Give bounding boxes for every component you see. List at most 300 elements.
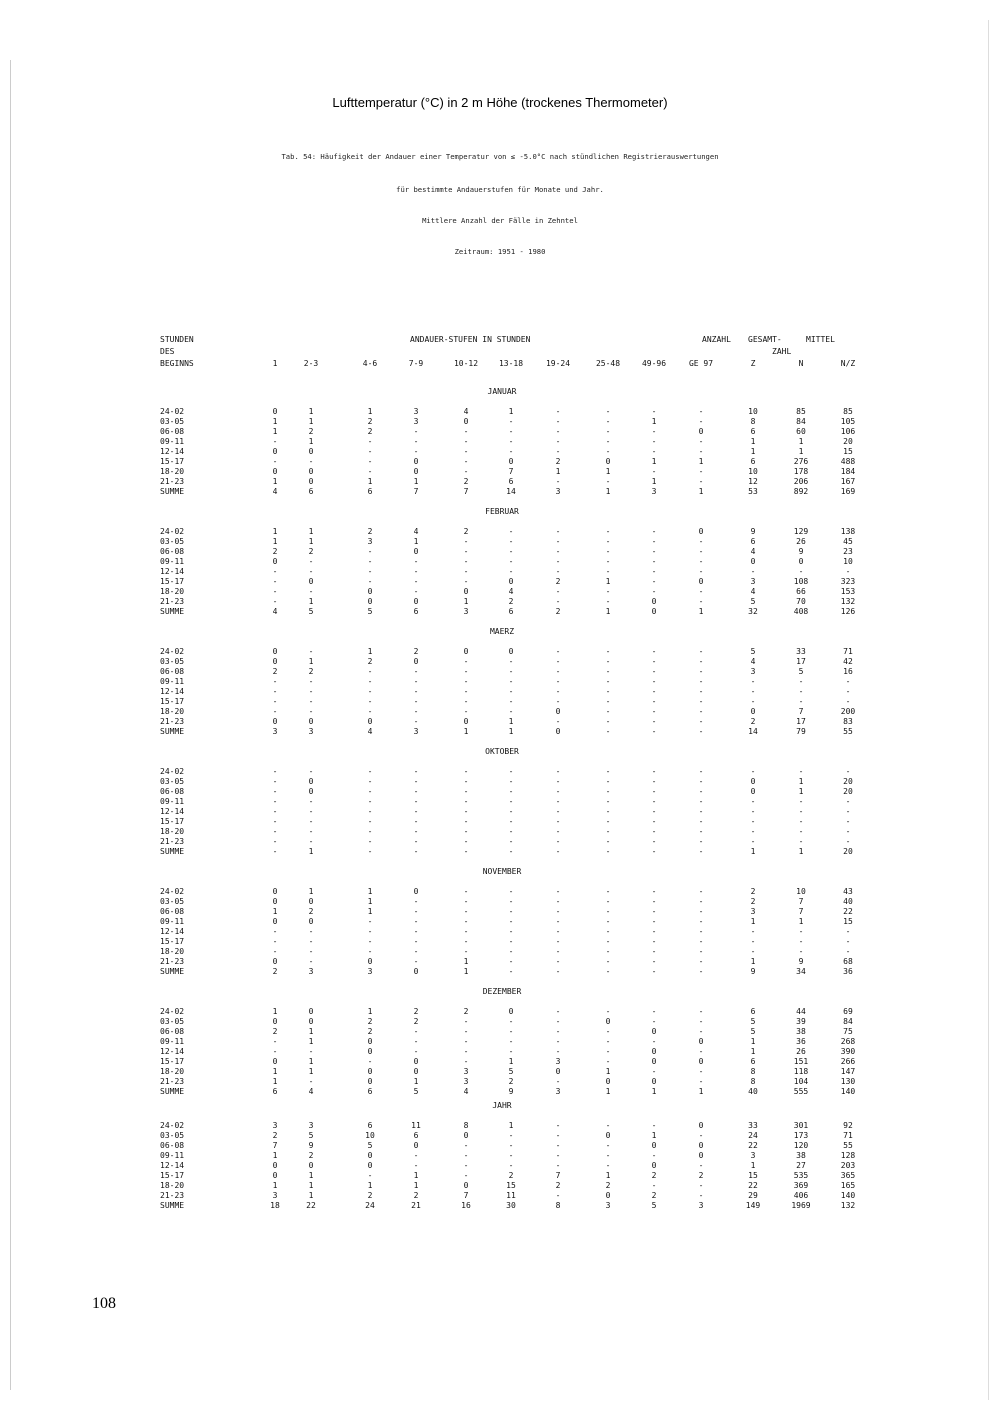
table-cell: - — [845, 697, 851, 706]
table-cell: - — [798, 827, 804, 836]
table-cell: 1 — [308, 407, 314, 416]
table-cell: 2 — [463, 477, 469, 486]
table-cell: 2 — [272, 967, 278, 976]
table-cell: - — [508, 957, 514, 966]
table-cell: 0 — [555, 727, 561, 736]
scan-edge-right — [988, 20, 989, 1400]
table-cell: 53 — [748, 487, 758, 496]
table-cell: - — [605, 967, 611, 976]
table-cell: 18 — [270, 1201, 280, 1210]
table-cell: 0 — [308, 777, 314, 786]
table-cell: - — [651, 1121, 657, 1130]
row-label: SUMME — [160, 1201, 185, 1210]
table-cell: - — [555, 477, 561, 486]
table-cell: 1 — [272, 427, 278, 436]
table-cell: - — [508, 927, 514, 936]
table-cell: - — [698, 437, 704, 446]
table-cell: - — [508, 1017, 514, 1026]
table-cell: - — [308, 837, 314, 846]
table-cell: - — [555, 1191, 561, 1200]
table-cell: - — [605, 837, 611, 846]
table-cell: - — [272, 927, 278, 936]
section-heading: NOVEMBER — [482, 867, 522, 876]
row-label: 12-14 — [160, 687, 185, 696]
table-cell: 0 — [272, 467, 278, 476]
page-number: 108 — [92, 1295, 116, 1312]
table-cell: 0 — [272, 447, 278, 456]
table-cell: - — [308, 767, 314, 776]
table-cell: 1 — [651, 417, 657, 426]
table-cell: 2 — [508, 1077, 514, 1086]
table-cell: 34 — [796, 967, 806, 976]
table-cell: - — [651, 1151, 657, 1160]
row-label: SUMME — [160, 487, 185, 496]
table-cell: - — [367, 677, 373, 686]
table-cell: - — [555, 847, 561, 856]
row-label: SUMME — [160, 967, 185, 976]
table-cell: - — [750, 937, 756, 946]
table-cell: 0 — [605, 1017, 611, 1026]
table-cell: - — [605, 1057, 611, 1066]
table-cell: 0 — [605, 1077, 611, 1086]
table-cell: - — [413, 827, 419, 836]
row-label: 24-02 — [160, 1121, 185, 1130]
table-cell: - — [698, 477, 704, 486]
table-cell: 3 — [750, 667, 756, 676]
table-cell: - — [508, 967, 514, 976]
table-cell: 7 — [463, 1191, 469, 1200]
row-label: 15-17 — [160, 937, 185, 946]
table-cell: 178 — [793, 467, 809, 476]
table-cell: 26 — [796, 537, 806, 546]
table-cell: - — [845, 837, 851, 846]
table-cell: - — [308, 1047, 314, 1056]
table-cell: 71 — [843, 647, 853, 656]
table-cell: 0 — [413, 967, 419, 976]
table-cell: - — [698, 697, 704, 706]
table-cell: - — [413, 1151, 419, 1160]
table-cell: - — [413, 677, 419, 686]
table-cell: - — [508, 807, 514, 816]
section-heading: JAHR — [492, 1101, 512, 1110]
table-cell: - — [555, 967, 561, 976]
table-cell: 0 — [272, 657, 278, 666]
table-cell: - — [413, 807, 419, 816]
table-cell: 1 — [605, 1087, 611, 1096]
table-cell: - — [413, 447, 419, 456]
table-cell: 9 — [798, 547, 804, 556]
table-cell: 2 — [308, 1151, 314, 1160]
table-cell: - — [698, 817, 704, 826]
table-cell: - — [508, 527, 514, 536]
table-cell: - — [845, 927, 851, 936]
table-cell: 6 — [308, 487, 314, 496]
table-cell: - — [463, 1141, 469, 1150]
table-cell: - — [698, 787, 704, 796]
table-cell: - — [555, 917, 561, 926]
table-cell: 0 — [698, 1151, 704, 1160]
table-cell: - — [463, 457, 469, 466]
table-cell: 6 — [367, 1087, 373, 1096]
table-cell: 7 — [413, 487, 419, 496]
table-cell: - — [605, 1141, 611, 1150]
table-cell: 20 — [843, 437, 853, 446]
table-cell: 0 — [463, 1131, 469, 1140]
table-cell: - — [605, 677, 611, 686]
table-cell: - — [463, 907, 469, 916]
table-cell: 1 — [750, 1161, 756, 1170]
table-cell: 11 — [411, 1121, 421, 1130]
table-cell: - — [508, 1131, 514, 1140]
table-cell: 2 — [272, 1131, 278, 1140]
table-cell: 8 — [463, 1121, 469, 1130]
table-cell: - — [698, 717, 704, 726]
table-cell: - — [605, 437, 611, 446]
table-cell: 408 — [793, 607, 809, 616]
table-cell: - — [698, 967, 704, 976]
table-cell: 0 — [651, 1141, 657, 1150]
column-header: 25-48 — [595, 359, 621, 368]
row-label: 12-14 — [160, 567, 185, 576]
table-cell: 24 — [748, 1131, 758, 1140]
table-cell: 2 — [308, 907, 314, 916]
table-cell: 22 — [748, 1141, 758, 1150]
table-cell: 1 — [272, 1181, 278, 1190]
table-cell: - — [508, 887, 514, 896]
table-cell: 0 — [508, 577, 514, 586]
table-cell: - — [413, 947, 419, 956]
table-cell: - — [605, 767, 611, 776]
table-cell: - — [413, 667, 419, 676]
table-cell: 0 — [413, 457, 419, 466]
table-cell: 10 — [748, 467, 758, 476]
table-cell: - — [605, 697, 611, 706]
table-cell: 1 — [463, 967, 469, 976]
table-cell: - — [605, 407, 611, 416]
table-cell: 14 — [748, 727, 758, 736]
table-cell: 1 — [308, 1027, 314, 1036]
table-cell: - — [413, 847, 419, 856]
table-cell: - — [463, 847, 469, 856]
table-cell: - — [555, 697, 561, 706]
table-cell: 555 — [793, 1087, 809, 1096]
table-cell: 173 — [793, 1131, 809, 1140]
table-cell: 0 — [308, 717, 314, 726]
table-cell: 0 — [413, 657, 419, 666]
table-cell: - — [367, 557, 373, 566]
table-cell: 1 — [698, 607, 704, 616]
table-cell: 83 — [843, 717, 853, 726]
table-cell: 1 — [308, 1067, 314, 1076]
table-cell: 2 — [508, 597, 514, 606]
table-cell: - — [651, 447, 657, 456]
table-cell: 16 — [843, 667, 853, 676]
table-cell: - — [605, 927, 611, 936]
table-cell: 1 — [367, 907, 373, 916]
table-cell: - — [555, 587, 561, 596]
column-header: 49-96 — [641, 359, 667, 368]
table-cell: - — [845, 827, 851, 836]
table-cell: - — [272, 797, 278, 806]
table-cell: 17 — [796, 717, 806, 726]
table-cell: 128 — [840, 1151, 856, 1160]
header-beginns: BEGINNS — [160, 359, 194, 368]
table-cell: 390 — [840, 1047, 856, 1056]
table-cell: - — [698, 677, 704, 686]
table-cell: 4 — [750, 657, 756, 666]
table-cell: 7 — [798, 907, 804, 916]
table-cell: 4 — [367, 727, 373, 736]
table-cell: - — [308, 587, 314, 596]
table-cell: - — [605, 1007, 611, 1016]
table-cell: 7 — [508, 467, 514, 476]
table-cell: - — [508, 1161, 514, 1170]
table-cell: 7 — [555, 1171, 561, 1180]
row-label: 21-23 — [160, 477, 185, 486]
table-cell: - — [605, 597, 611, 606]
table-cell: - — [605, 427, 611, 436]
table-cell: 0 — [651, 1057, 657, 1066]
table-cell: 0 — [413, 547, 419, 556]
table-cell: 1 — [308, 657, 314, 666]
table-cell: 20 — [843, 787, 853, 796]
table-cell: 151 — [793, 1057, 809, 1066]
table-cell: 0 — [308, 1161, 314, 1170]
table-cell: - — [555, 837, 561, 846]
table-cell: 1 — [605, 1171, 611, 1180]
table-cell: - — [555, 937, 561, 946]
table-cell: 1 — [272, 1077, 278, 1086]
table-cell: - — [605, 667, 611, 676]
table-cell: 0 — [463, 647, 469, 656]
table-cell: 3 — [413, 417, 419, 426]
table-cell: - — [463, 797, 469, 806]
table-cell: 3 — [698, 1201, 704, 1210]
table-cell: 8 — [750, 417, 756, 426]
row-label: 18-20 — [160, 707, 185, 716]
table-cell: - — [750, 687, 756, 696]
table-cell: - — [367, 667, 373, 676]
table-cell: 9 — [750, 527, 756, 536]
row-label: 15-17 — [160, 817, 185, 826]
table-cell: 0 — [605, 1131, 611, 1140]
table-cell: - — [413, 427, 419, 436]
section-heading: FEBRUAR — [485, 507, 519, 516]
section-heading: JANUAR — [487, 387, 517, 396]
table-cell: 9 — [508, 1087, 514, 1096]
table-cell: 535 — [793, 1171, 809, 1180]
table-cell: - — [413, 1027, 419, 1036]
table-cell: 68 — [843, 957, 853, 966]
table-cell: 3 — [651, 487, 657, 496]
table-cell: 0 — [651, 1161, 657, 1170]
period-note: Zeitraum: 1951 - 1980 — [454, 247, 546, 256]
table-cell: - — [651, 647, 657, 656]
table-cell: 3 — [605, 1201, 611, 1210]
table-cell: - — [463, 657, 469, 666]
row-label: 12-14 — [160, 447, 185, 456]
table-cell: 5 — [750, 1017, 756, 1026]
table-cell: 0 — [698, 1037, 704, 1046]
table-cell: - — [605, 797, 611, 806]
column-header: GE 97 — [688, 359, 714, 368]
table-cell: - — [605, 527, 611, 536]
table-cell: - — [605, 827, 611, 836]
table-cell: - — [463, 767, 469, 776]
table-cell: 2 — [555, 457, 561, 466]
table-cell: - — [605, 957, 611, 966]
table-cell: - — [555, 807, 561, 816]
table-cell: 2 — [367, 657, 373, 666]
column-header: Z — [750, 359, 756, 368]
table-cell: 0 — [750, 787, 756, 796]
table-cell: 108 — [793, 577, 809, 586]
table-cell: - — [367, 1171, 373, 1180]
table-cell: - — [698, 727, 704, 736]
table-cell: 6 — [508, 477, 514, 486]
table-cell: 153 — [840, 587, 856, 596]
table-cell: - — [651, 847, 657, 856]
table-cell: - — [651, 527, 657, 536]
table-cell: 79 — [796, 727, 806, 736]
table-cell: - — [272, 837, 278, 846]
table-cell: 0 — [463, 717, 469, 726]
table-cell: 7 — [463, 487, 469, 496]
table-cell: 3 — [272, 1191, 278, 1200]
row-label: 15-17 — [160, 577, 185, 586]
table-cell: 266 — [840, 1057, 856, 1066]
table-cell: 0 — [413, 1067, 419, 1076]
row-label: 06-08 — [160, 787, 185, 796]
table-cell: 4 — [272, 487, 278, 496]
table-cell: 0 — [508, 1007, 514, 1016]
table-cell: - — [508, 1037, 514, 1046]
table-cell: - — [508, 1151, 514, 1160]
table-cell: 84 — [843, 1017, 853, 1026]
table-cell: - — [651, 407, 657, 416]
table-cell: - — [798, 927, 804, 936]
table-cell: - — [605, 817, 611, 826]
table-cell: - — [605, 547, 611, 556]
row-label: 12-14 — [160, 1047, 185, 1056]
table-cell: - — [651, 837, 657, 846]
table-cell: 66 — [796, 587, 806, 596]
table-cell: - — [698, 657, 704, 666]
table-cell: 55 — [843, 1141, 853, 1150]
table-cell: - — [367, 817, 373, 826]
table-cell: - — [555, 1151, 561, 1160]
table-cell: - — [651, 1067, 657, 1076]
table-cell: 1 — [308, 537, 314, 546]
table-cell: 2 — [367, 1191, 373, 1200]
table-cell: - — [508, 787, 514, 796]
table-cell: 1 — [272, 537, 278, 546]
table-cell: 22 — [748, 1181, 758, 1190]
table-cell: - — [463, 667, 469, 676]
table-cell: 8 — [750, 1067, 756, 1076]
table-cell: - — [508, 907, 514, 916]
table-cell: - — [463, 1161, 469, 1170]
table-cell: - — [605, 647, 611, 656]
table-cell: - — [463, 1151, 469, 1160]
table-cell: - — [508, 447, 514, 456]
table-cell: - — [651, 537, 657, 546]
table-cell: - — [508, 797, 514, 806]
row-label: SUMME — [160, 727, 185, 736]
table-cell: - — [555, 1047, 561, 1056]
table-cell: - — [698, 1181, 704, 1190]
table-cell: 43 — [843, 887, 853, 896]
table-cell: - — [651, 917, 657, 926]
table-cell: - — [308, 567, 314, 576]
table-cell: - — [555, 957, 561, 966]
table-cell: - — [555, 417, 561, 426]
table-cell: - — [845, 817, 851, 826]
table-cell: - — [272, 707, 278, 716]
table-cell: - — [698, 1007, 704, 1016]
table-cell: 3 — [750, 577, 756, 586]
table-cell: - — [750, 837, 756, 846]
table-cell: - — [555, 657, 561, 666]
table-cell: 0 — [413, 597, 419, 606]
table-cell: - — [555, 557, 561, 566]
table-cell: - — [750, 947, 756, 956]
table-cell: 15 — [843, 917, 853, 926]
table-cell: 0 — [651, 1047, 657, 1056]
table-cell: - — [698, 797, 704, 806]
table-cell: - — [413, 707, 419, 716]
table-cell: - — [508, 537, 514, 546]
table-cell: 70 — [796, 597, 806, 606]
table-cell: - — [367, 707, 373, 716]
table-cell: 0 — [750, 707, 756, 716]
table-cell: - — [463, 557, 469, 566]
table-cell: 7 — [798, 897, 804, 906]
table-cell: 12 — [748, 477, 758, 486]
table-cell: - — [698, 927, 704, 936]
table-cell: - — [367, 767, 373, 776]
table-cell: - — [698, 807, 704, 816]
table-cell: 3 — [413, 407, 419, 416]
table-cell: - — [308, 827, 314, 836]
header-andauer-stufen: ANDAUER-STUFEN IN STUNDEN — [410, 335, 531, 344]
table-cell: - — [367, 777, 373, 786]
table-cell: - — [272, 697, 278, 706]
table-cell: 2 — [698, 1171, 704, 1180]
table-cell: - — [698, 537, 704, 546]
table-cell: - — [651, 727, 657, 736]
table-cell: 1 — [413, 537, 419, 546]
row-label: 18-20 — [160, 587, 185, 596]
table-cell: - — [845, 767, 851, 776]
table-cell: 2 — [413, 1017, 419, 1026]
table-cell: 0 — [413, 887, 419, 896]
table-cell: 1 — [272, 1151, 278, 1160]
table-cell: 2 — [308, 547, 314, 556]
table-cell: - — [651, 437, 657, 446]
table-cell: 4 — [750, 547, 756, 556]
table-cell: 8 — [750, 1077, 756, 1086]
table-cell: - — [651, 937, 657, 946]
table-cell: - — [463, 937, 469, 946]
table-cell: 1 — [272, 907, 278, 916]
table-cell: - — [698, 1047, 704, 1056]
table-cell: 4 — [308, 1087, 314, 1096]
table-cell: 15 — [843, 447, 853, 456]
table-cell: - — [463, 827, 469, 836]
table-cell: - — [463, 927, 469, 936]
table-cell: - — [508, 1047, 514, 1056]
